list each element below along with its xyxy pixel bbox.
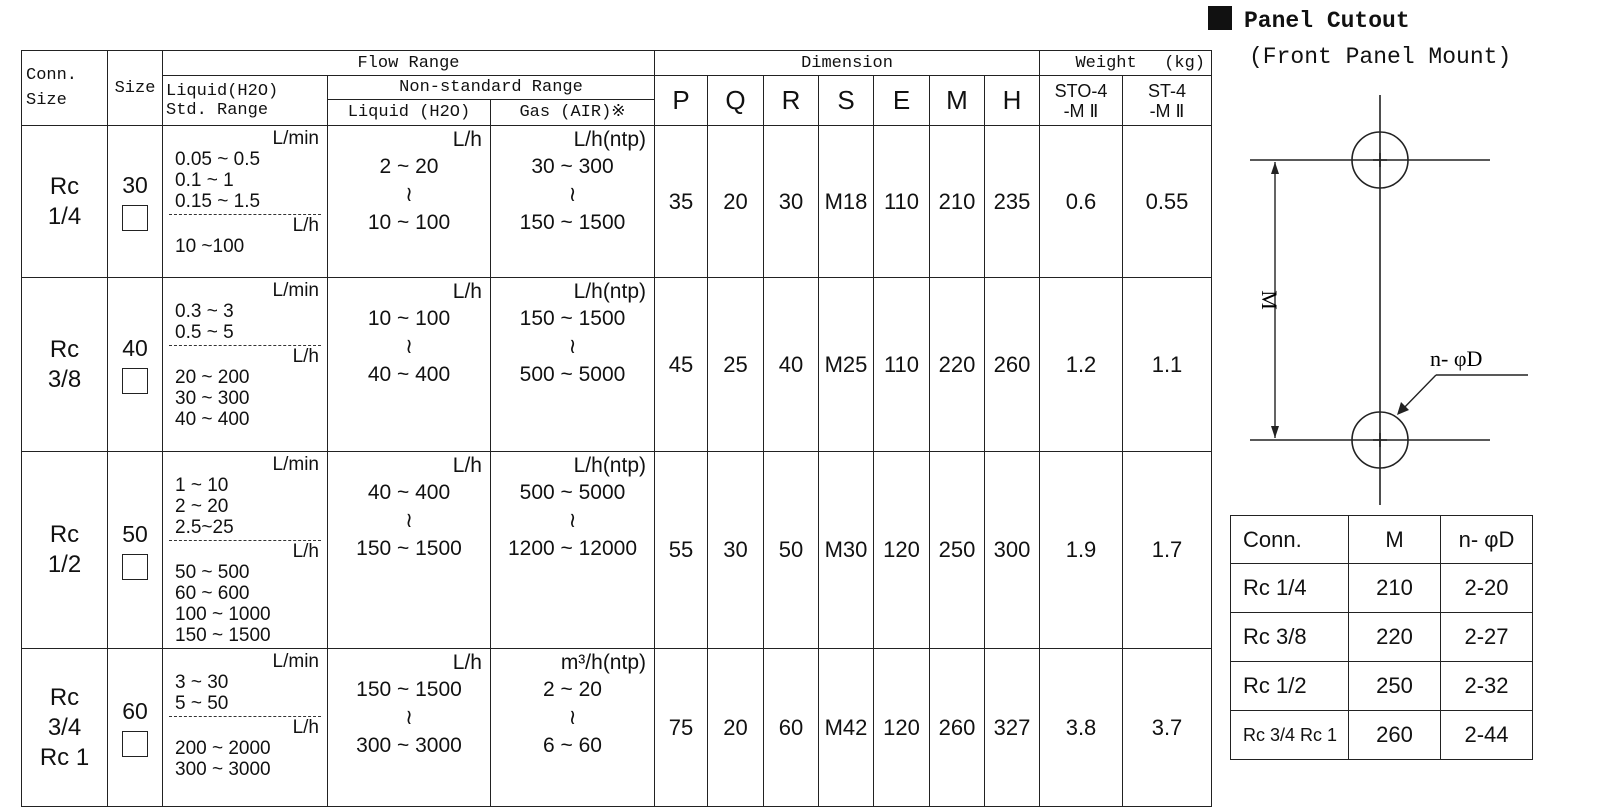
weight-sto-value: 1.9	[1040, 452, 1123, 649]
cutout-nd-header: n- φD	[1441, 516, 1533, 564]
std-upper-unit: L/min	[272, 651, 319, 672]
size-value: 40	[122, 335, 148, 361]
std-range-value: 5 ~ 50	[175, 693, 229, 714]
table-row	[22, 126, 1212, 278]
cutout-m: 210	[1349, 564, 1441, 613]
gas-range-to: 1200 ~ 12000	[507, 537, 638, 560]
conn-cell	[22, 649, 108, 807]
weight-st-value: 3.7	[1123, 649, 1212, 807]
std-lower-unit: L/h	[292, 541, 319, 562]
dimension-value: 250	[930, 452, 985, 649]
std-lower-unit: L/h	[292, 346, 319, 367]
liquid-range-from: 10 ~ 100	[367, 307, 451, 330]
size-cell	[108, 278, 163, 452]
range-connector-icon: ≀	[405, 706, 413, 729]
cutout-row	[1231, 662, 1533, 711]
std-range-value: 0.3 ~ 3	[175, 301, 234, 322]
std-range-value: 150 ~ 1500	[175, 625, 271, 646]
conn-rc: Rc	[49, 683, 80, 711]
dimension-value: 30	[708, 452, 764, 649]
range-connector-icon: ≀	[568, 509, 577, 532]
weight-header	[1040, 51, 1212, 76]
liquid-range-to: 150 ~ 1500	[356, 537, 462, 560]
dimension-value: 55	[655, 452, 708, 649]
std-upper-unit: L/min	[272, 280, 319, 301]
gas-unit: L/h(ntp)	[573, 280, 646, 303]
gas-range-from: 2 ~ 20	[543, 678, 602, 701]
conn-size-header	[22, 51, 108, 126]
gas-range-to: 500 ~ 5000	[519, 363, 626, 386]
std-lower-unit: L/h	[292, 215, 319, 236]
range-connector-icon: ≀	[405, 183, 413, 206]
size-value: 60	[122, 698, 148, 724]
dimension-value: 260	[930, 649, 985, 807]
size-cell	[108, 452, 163, 649]
dimension-value: 75	[655, 649, 708, 807]
conn-header-label: Conn.	[26, 66, 78, 85]
conn-cell	[22, 278, 108, 452]
std-range-value: 3 ~ 30	[175, 672, 229, 693]
size-header-label: Size	[26, 91, 67, 110]
liquid-range-from: 2 ~ 20	[379, 155, 439, 178]
conn-cell	[22, 126, 108, 278]
cutout-conn-header: Conn.	[1231, 516, 1349, 564]
gas-range-to: 6 ~ 60	[543, 734, 602, 757]
cutout-row	[1231, 711, 1533, 760]
liquid-range-from: 40 ~ 400	[367, 481, 451, 504]
liquid-unit: L/h	[452, 128, 482, 151]
dim-s-header: S	[819, 76, 874, 126]
cutout-m: 250	[1349, 662, 1441, 711]
std-range-value: 300 ~ 3000	[175, 759, 271, 780]
std-range-value: 60 ~ 600	[175, 583, 250, 604]
std-range-value: 0.1 ~ 1	[175, 170, 234, 191]
gas-range-from: 500 ~ 5000	[519, 481, 626, 504]
dimension-value: M42	[819, 649, 874, 807]
std-range-value: 0.05 ~ 0.5	[175, 149, 261, 170]
std-range-value: 0.5 ~ 5	[175, 322, 234, 343]
cutout-conn: Rc 1/4	[1231, 564, 1349, 613]
std-range-cell	[163, 649, 328, 807]
std-range-value: 0.15 ~ 1.5	[175, 191, 261, 212]
dim-m-header: M	[930, 76, 985, 126]
std-range-cell	[163, 278, 328, 452]
dimension-value: 110	[874, 278, 930, 452]
conn-fraction: 1/2	[47, 551, 82, 578]
conn-rc: Rc	[49, 335, 80, 363]
range-connector-icon: ≀	[568, 706, 577, 729]
table-body	[22, 126, 1212, 807]
weight-st-value: 1.1	[1123, 278, 1212, 452]
weight-sto-value: 0.6	[1040, 126, 1123, 278]
cutout-nd: 2-44	[1441, 711, 1533, 760]
cutout-conn: Rc 1/2	[1231, 662, 1349, 711]
liquid-range-to: 40 ~ 400	[367, 363, 451, 386]
dimension-value: M18	[819, 126, 874, 278]
cutout-nd: 2-32	[1441, 662, 1533, 711]
std-range-value: 50 ~ 500	[175, 562, 250, 583]
gas-unit: L/h(ntp)	[573, 454, 646, 477]
dimension-value: 45	[655, 278, 708, 452]
dimension-value: 20	[708, 649, 764, 807]
st-label-1: ST-4	[1147, 80, 1186, 101]
dimension-value: 327	[985, 649, 1040, 807]
std-range-cell	[163, 452, 328, 649]
dim-h-header: H	[985, 76, 1040, 126]
size-cell	[108, 649, 163, 807]
dimension-value: 50	[764, 452, 819, 649]
std-range-value: 100 ~ 1000	[175, 604, 271, 625]
size-cell	[108, 126, 163, 278]
dimension-value: 110	[874, 126, 930, 278]
flow-spec-table	[21, 50, 1212, 807]
gas-range-cell	[491, 278, 655, 452]
sto-label-1: STO-4	[1054, 80, 1108, 101]
weight-sto-value: 3.8	[1040, 649, 1123, 807]
std-range-value: 2.5~25	[175, 517, 234, 538]
std-range-value: 40 ~ 400	[175, 409, 250, 430]
dimension-value: 25	[708, 278, 764, 452]
weight-st-value: 0.55	[1123, 126, 1212, 278]
std-range-value: 200 ~ 2000	[175, 738, 271, 759]
cutout-row	[1231, 564, 1533, 613]
std-range-value: 1 ~ 10	[175, 475, 229, 496]
dimension-value: 260	[985, 278, 1040, 452]
dimension-header: Dimension	[655, 51, 1040, 76]
weight-unit: (kg)	[1164, 53, 1205, 73]
panel-cutout-diagram	[1240, 90, 1550, 510]
cutout-conn: Rc 3/4 Rc 1	[1231, 711, 1349, 760]
std-range-label: Std. Range	[166, 100, 269, 120]
hole-size-label: n- φD	[1430, 346, 1483, 371]
weight-label: Weight	[1075, 53, 1137, 73]
gas-range-from: 30 ~ 300	[531, 155, 614, 178]
gas-range-cell	[491, 126, 655, 278]
dimension-value: 60	[764, 649, 819, 807]
std-range-value: 2 ~ 20	[175, 496, 229, 517]
size-box-icon	[122, 731, 148, 757]
non-standard-header: Non-standard Range	[328, 76, 655, 100]
weight-sto-value: 1.2	[1040, 278, 1123, 452]
std-range-value: 30 ~ 300	[175, 388, 250, 409]
range-connector-icon: ≀	[568, 335, 577, 358]
sto-header	[1040, 76, 1123, 126]
dimension-value: 235	[985, 126, 1040, 278]
size-header: Size	[108, 51, 163, 126]
gas-unit: m³/h(ntp)	[560, 651, 646, 674]
range-connector-icon: ≀	[405, 335, 413, 358]
size-value: 50	[122, 520, 148, 547]
table-row	[22, 452, 1212, 649]
st-header	[1123, 76, 1212, 126]
cutout-nd: 2-20	[1441, 564, 1533, 613]
liquid-range-cell	[328, 278, 491, 452]
dimension-value: 40	[764, 278, 819, 452]
dimension-value: M30	[819, 452, 874, 649]
conn-rc: Rc	[49, 521, 80, 548]
liquid-range-to: 10 ~ 100	[367, 211, 451, 234]
panel-cutout-title	[1208, 6, 1410, 34]
cutout-m: 260	[1349, 711, 1441, 760]
cutout-nd: 2-27	[1441, 613, 1533, 662]
cutout-table-body	[1231, 564, 1533, 760]
conn-cell	[22, 452, 108, 649]
liquid-range-cell	[328, 649, 491, 807]
dim-r-header: R	[764, 76, 819, 126]
dimension-value: 220	[930, 278, 985, 452]
gas-range-cell	[491, 649, 655, 807]
liquid-std-label: Liquid(H2O)	[166, 81, 279, 101]
dim-p-header: P	[655, 76, 708, 126]
range-connector-icon: ≀	[405, 509, 413, 532]
cutout-conn: Rc 3/8	[1231, 613, 1349, 662]
std-range-value: 10 ~100	[175, 236, 245, 257]
size-box-icon	[122, 368, 148, 394]
conn-alt: Rc 1	[39, 743, 90, 771]
std-range-value: 20 ~ 200	[175, 367, 250, 388]
cutout-m-header: M	[1349, 516, 1441, 564]
st-label-2: -M Ⅱ	[1149, 100, 1185, 121]
flow-range-header: Flow Range	[163, 51, 655, 76]
conn-rc: Rc	[49, 172, 80, 200]
std-upper-unit: L/min	[272, 454, 319, 475]
weight-st-value: 1.7	[1123, 452, 1212, 649]
liquid-range-to: 300 ~ 3000	[356, 734, 462, 757]
cutout-table	[1230, 515, 1533, 760]
range-connector-icon: ≀	[568, 183, 577, 206]
dimension-m-label: M	[1257, 290, 1282, 310]
dimension-value: 210	[930, 126, 985, 278]
liquid-range-from: 150 ~ 1500	[356, 678, 462, 701]
size-box-icon	[122, 205, 148, 231]
dimension-value: 300	[985, 452, 1040, 649]
dimension-value: 20	[708, 126, 764, 278]
table-row	[22, 278, 1212, 452]
dimension-value: 120	[874, 649, 930, 807]
gas-range-to: 150 ~ 1500	[519, 211, 626, 234]
gas-range-cell	[491, 452, 655, 649]
liquid-range-cell	[328, 452, 491, 649]
gas-unit: L/h(ntp)	[573, 128, 646, 151]
dim-e-header: E	[874, 76, 930, 126]
liquid-std-header	[163, 76, 328, 126]
sto-label-2: -M Ⅱ	[1063, 100, 1099, 121]
dim-q-header: Q	[708, 76, 764, 126]
dimension-value: 35	[655, 126, 708, 278]
conn-fraction: 1/4	[47, 202, 82, 230]
gas-range-from: 150 ~ 1500	[519, 307, 626, 330]
conn-fraction: 3/4	[47, 713, 82, 741]
panel-title-text: Panel Cutout	[1244, 8, 1410, 34]
std-upper-unit: L/min	[272, 128, 319, 149]
square-bullet-icon	[1208, 6, 1232, 30]
cutout-row	[1231, 613, 1533, 662]
std-range-cell	[163, 126, 328, 278]
liquid-unit: L/h	[452, 651, 482, 674]
liquid-range-cell	[328, 126, 491, 278]
size-value: 30	[122, 172, 148, 198]
liquid-unit: L/h	[452, 280, 482, 303]
panel-cutout-subtitle: (Front Panel Mount)	[1249, 44, 1512, 70]
conn-fraction: 3/8	[47, 365, 82, 393]
size-box-icon	[122, 554, 148, 580]
liquid-unit: L/h	[452, 454, 482, 477]
dimension-value: 120	[874, 452, 930, 649]
dimension-value: M25	[819, 278, 874, 452]
liquid-h2o-header: Liquid (H2O)	[328, 100, 491, 126]
std-lower-unit: L/h	[292, 717, 319, 738]
table-row	[22, 649, 1212, 807]
cutout-m: 220	[1349, 613, 1441, 662]
gas-air-header: Gas (AIR)※	[491, 100, 655, 126]
dimension-value: 30	[764, 126, 819, 278]
